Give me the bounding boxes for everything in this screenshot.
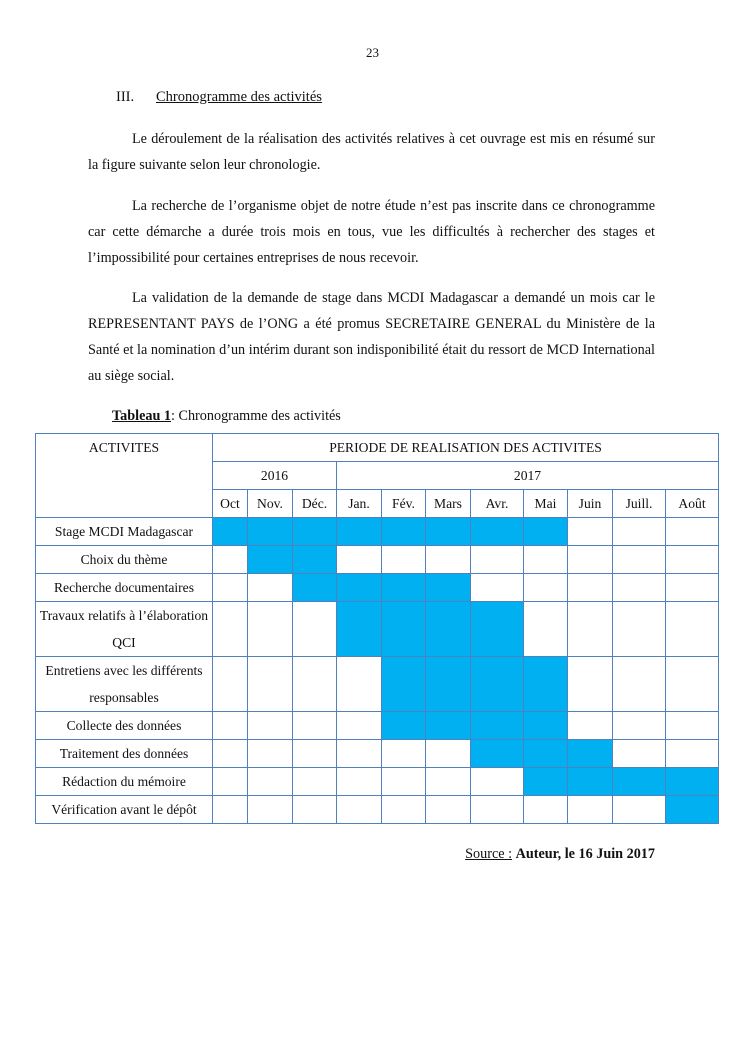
period-cell-empty	[293, 657, 337, 712]
period-cell-empty	[471, 546, 524, 574]
period-cell-empty	[568, 712, 613, 740]
period-cell-empty	[293, 712, 337, 740]
period-cell-active	[337, 518, 382, 546]
period-cell-active	[524, 657, 568, 712]
table-caption-label: Tableau 1	[112, 408, 172, 424]
period-cell-empty	[248, 657, 293, 712]
period-cell-empty	[666, 518, 719, 546]
period-cell-empty	[213, 768, 248, 796]
period-cell-empty	[568, 518, 613, 546]
period-cell-empty	[293, 768, 337, 796]
period-cell-active	[524, 712, 568, 740]
period-cell-active	[382, 574, 426, 602]
period-cell-empty	[613, 712, 666, 740]
period-cell-active	[248, 546, 293, 574]
period-cell-empty	[248, 796, 293, 824]
period-cell-empty	[337, 712, 382, 740]
period-cell-empty	[293, 796, 337, 824]
period-cell-empty	[471, 796, 524, 824]
period-cell-active	[426, 602, 471, 657]
period-cell-active	[524, 768, 568, 796]
period-cell-empty	[613, 574, 666, 602]
source-label: Source :	[465, 846, 513, 862]
period-cell-active	[613, 768, 666, 796]
period-cell-empty	[337, 657, 382, 712]
section-title: Chronogramme des activités	[156, 89, 322, 105]
period-cell-empty	[213, 712, 248, 740]
activity-name: Rédaction du mémoire	[36, 768, 213, 796]
period-cell-active	[471, 518, 524, 546]
period-cell-active	[568, 768, 613, 796]
table-row	[36, 740, 719, 768]
page-number: 23	[366, 45, 379, 60]
month-header: Déc.	[293, 490, 337, 518]
period-cell-empty	[248, 602, 293, 657]
period-cell-empty	[613, 518, 666, 546]
activity-column-header: ACTIVITES	[36, 434, 213, 518]
period-cell-empty	[382, 796, 426, 824]
period-cell-empty	[213, 602, 248, 657]
period-cell-active	[382, 712, 426, 740]
period-cell-empty	[248, 712, 293, 740]
chronogram-table	[35, 433, 719, 824]
activity-name: Vérification avant le dépôt	[36, 796, 213, 824]
month-header: Fév.	[382, 490, 426, 518]
period-cell-active	[337, 574, 382, 602]
paragraph-2: La recherche de l’organisme objet de notre étude n’est pas inscrite dans ce chronogramme car cette démarche a durée trois mois en tous, vue les difficultés à rechercher des stages et l’impossibilité pour certaines entreprises de nous recevoir.	[88, 198, 655, 266]
period-cell-active	[337, 602, 382, 657]
period-cell-empty	[293, 602, 337, 657]
period-cell-empty	[382, 740, 426, 768]
table-row	[36, 796, 719, 824]
month-header: Oct	[213, 490, 248, 518]
period-cell-empty	[613, 546, 666, 574]
table-row	[36, 574, 719, 602]
section-heading	[116, 89, 322, 106]
period-cell-empty	[613, 740, 666, 768]
year-header-2017: 2017	[337, 462, 719, 490]
period-cell-empty	[337, 768, 382, 796]
paragraph-1: Le déroulement de la réalisation des activités relatives à cet ouvrage est mis en résumé sur la figure suivante selon leur chronologie.	[88, 131, 655, 173]
period-cell-empty	[337, 740, 382, 768]
period-cell-empty	[613, 602, 666, 657]
period-cell-empty	[568, 602, 613, 657]
period-cell-empty	[524, 574, 568, 602]
period-cell-empty	[613, 657, 666, 712]
period-cell-empty	[213, 740, 248, 768]
table-caption-text: : Chronogramme des activités	[171, 408, 341, 424]
period-cell-active	[524, 740, 568, 768]
period-cell-empty	[337, 546, 382, 574]
period-cell-active	[471, 602, 524, 657]
period-cell-empty	[666, 712, 719, 740]
period-cell-empty	[524, 602, 568, 657]
period-cell-empty	[471, 768, 524, 796]
period-header: PERIODE DE REALISATION DES ACTIVITES	[213, 434, 719, 462]
activity-name: Choix du thème	[36, 546, 213, 574]
period-cell-active	[568, 740, 613, 768]
period-cell-empty	[213, 657, 248, 712]
month-header: Nov.	[248, 490, 293, 518]
paragraph-3: La validation de la demande de stage dans MCDI Madagascar a demandé un mois car le REPRESENTANT PAYS de l’ONG a été promus SECRETAIRE GENERAL du Ministère de la Santé et la nomination d’un intérim durant son indisponibilité était du ressort de MCD International au siège social.	[88, 290, 655, 384]
source-note	[465, 846, 655, 863]
table-caption	[112, 408, 341, 425]
period-cell-active	[666, 796, 719, 824]
period-cell-active	[382, 657, 426, 712]
activity-name: Traitement des données	[36, 740, 213, 768]
period-cell-active	[666, 768, 719, 796]
period-cell-active	[426, 518, 471, 546]
period-cell-active	[471, 740, 524, 768]
period-cell-active	[426, 574, 471, 602]
table-row	[36, 657, 719, 712]
period-cell-empty	[524, 796, 568, 824]
period-cell-empty	[382, 768, 426, 796]
period-cell-empty	[293, 740, 337, 768]
activity-name: Collecte des données	[36, 712, 213, 740]
period-cell-empty	[666, 574, 719, 602]
period-cell-empty	[524, 546, 568, 574]
period-cell-active	[426, 712, 471, 740]
period-cell-active	[248, 518, 293, 546]
activity-name: Stage MCDI Madagascar	[36, 518, 213, 546]
period-cell-empty	[337, 796, 382, 824]
period-cell-active	[382, 518, 426, 546]
month-header: Juill.	[613, 490, 666, 518]
period-cell-empty	[248, 768, 293, 796]
month-header: Août	[666, 490, 719, 518]
period-cell-active	[213, 518, 248, 546]
period-cell-empty	[568, 546, 613, 574]
period-cell-empty	[666, 740, 719, 768]
table-row	[36, 546, 719, 574]
period-cell-empty	[568, 657, 613, 712]
activity-name: Travaux relatifs à l’élaboration QCI	[36, 602, 213, 657]
month-header: Jan.	[337, 490, 382, 518]
period-cell-empty	[666, 602, 719, 657]
period-cell-active	[524, 518, 568, 546]
period-cell-empty	[666, 657, 719, 712]
year-header-2016: 2016	[213, 462, 337, 490]
period-cell-active	[471, 657, 524, 712]
period-cell-empty	[426, 546, 471, 574]
table-row	[36, 712, 719, 740]
section-number: III.	[116, 89, 135, 105]
month-header: Juin	[568, 490, 613, 518]
period-cell-active	[293, 574, 337, 602]
period-cell-active	[426, 657, 471, 712]
period-cell-empty	[213, 546, 248, 574]
period-cell-empty	[471, 574, 524, 602]
period-cell-empty	[426, 740, 471, 768]
period-cell-empty	[426, 768, 471, 796]
period-cell-empty	[213, 574, 248, 602]
period-cell-empty	[666, 546, 719, 574]
month-header: Avr.	[471, 490, 524, 518]
period-cell-active	[471, 712, 524, 740]
source-value: Auteur, le 16 Juin 2017	[515, 846, 655, 862]
period-cell-empty	[426, 796, 471, 824]
period-cell-active	[293, 518, 337, 546]
period-cell-empty	[613, 796, 666, 824]
month-header: Mars	[426, 490, 471, 518]
period-cell-active	[382, 602, 426, 657]
table-row	[36, 602, 719, 657]
table-row	[36, 768, 719, 796]
table-row	[36, 518, 719, 546]
period-cell-empty	[568, 574, 613, 602]
period-cell-empty	[382, 546, 426, 574]
activity-name: Recherche documentaires	[36, 574, 213, 602]
period-cell-empty	[248, 740, 293, 768]
period-cell-empty	[213, 796, 248, 824]
period-cell-empty	[568, 796, 613, 824]
activity-name: Entretiens avec les différents responsables	[36, 657, 213, 712]
period-cell-active	[293, 546, 337, 574]
period-cell-empty	[248, 574, 293, 602]
month-header: Mai	[524, 490, 568, 518]
